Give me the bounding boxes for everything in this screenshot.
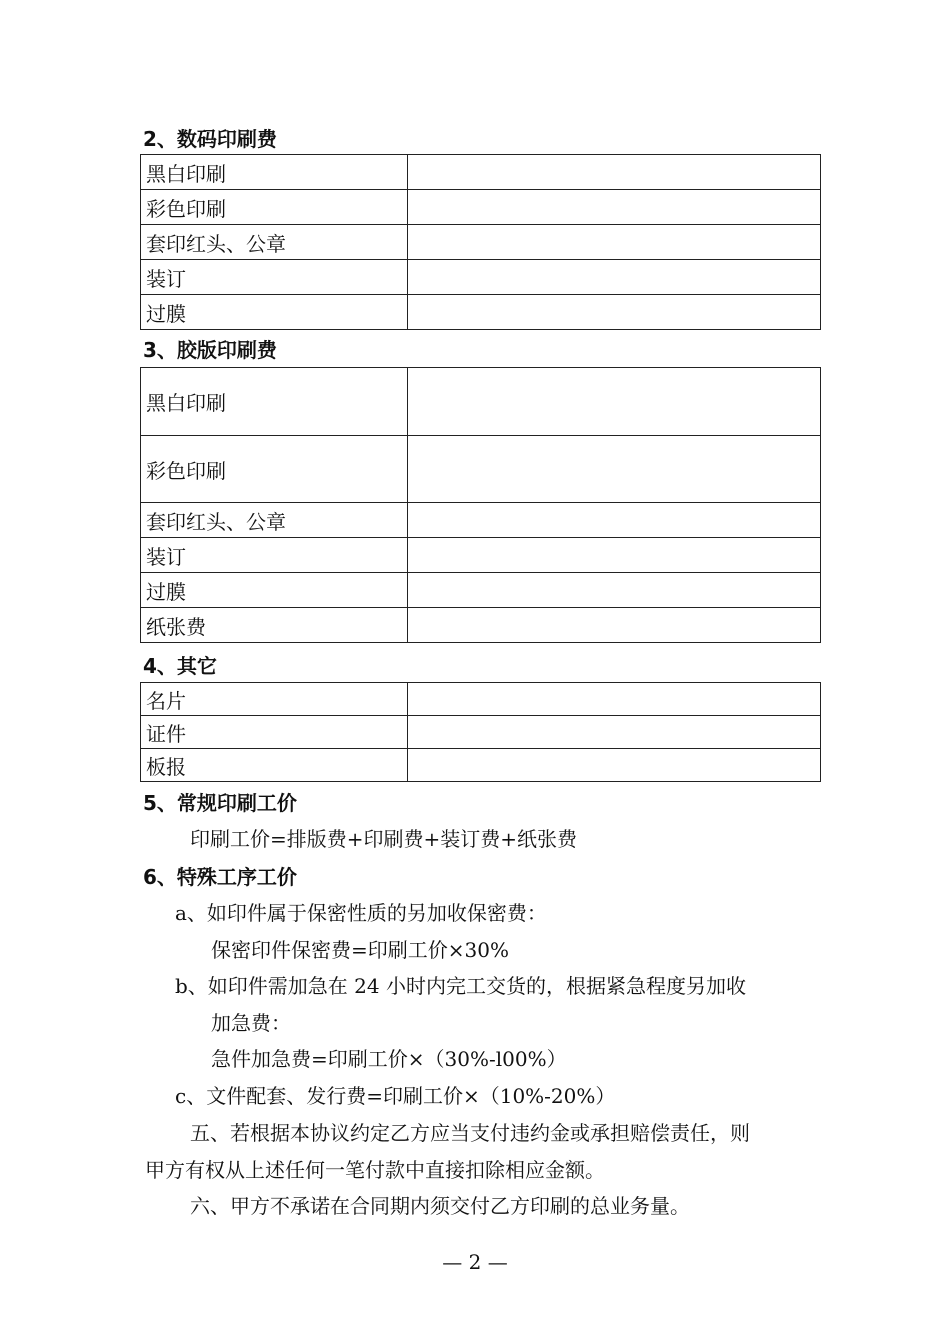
table-cell-label: 套印红头、公章 xyxy=(141,225,408,260)
regular-price-formula: 印刷工价=排版费+印刷费+装订费+纸张费 xyxy=(190,827,578,851)
clause-five-line1: 五、若根据本协议约定乙方应当支付违约金或承担赔偿责任，则 xyxy=(190,1121,750,1145)
table-cell-label: 装订 xyxy=(141,538,408,573)
table-cell-value xyxy=(408,260,821,295)
section-heading-offset: 3、胶版印刷费 xyxy=(143,338,277,362)
table-cell-label: 彩色印刷 xyxy=(141,190,408,225)
special-item-a-formula: 保密印件保密费=印刷工价×30% xyxy=(211,938,509,962)
table-cell-label: 过膜 xyxy=(141,573,408,608)
special-item-a: a、如印件属于保密性质的另加收保密费： xyxy=(175,901,547,925)
table-cell-value xyxy=(408,608,821,643)
table-cell-label: 名片 xyxy=(141,683,408,716)
clause-six: 六、甲方不承诺在合同期内须交付乙方印刷的总业务量。 xyxy=(190,1194,690,1218)
table-cell-value xyxy=(408,436,821,503)
other-items-table xyxy=(140,682,821,782)
table-cell-value xyxy=(408,368,821,436)
table-cell-label: 板报 xyxy=(141,749,408,782)
table-cell-value xyxy=(408,573,821,608)
special-item-c: c、文件配套、发行费=印刷工价×（10%-20%） xyxy=(175,1084,616,1108)
table-cell-label: 过膜 xyxy=(141,295,408,330)
table-cell-label: 装订 xyxy=(141,260,408,295)
special-item-b-formula: 急件加急费=印刷工价×（30%-l00%） xyxy=(211,1047,567,1071)
table-cell-value xyxy=(408,190,821,225)
offset-print-table xyxy=(140,367,821,643)
table-cell-value xyxy=(408,295,821,330)
table-cell-value xyxy=(408,503,821,538)
table-cell-value xyxy=(408,749,821,782)
special-item-b-cont: 加急费： xyxy=(211,1011,291,1035)
table-cell-label: 证件 xyxy=(141,716,408,749)
table-cell-label: 彩色印刷 xyxy=(141,436,408,503)
table-cell-value xyxy=(408,538,821,573)
section-heading-other: 4、其它 xyxy=(143,654,217,678)
table-cell-label: 套印红头、公章 xyxy=(141,503,408,538)
digital-print-table xyxy=(140,154,821,330)
section-heading-regular: 5、常规印刷工价 xyxy=(143,791,297,815)
table-cell-value xyxy=(408,716,821,749)
special-item-b: b、如印件需加急在 24 小时内完工交货的，根据紧急程度另加收 xyxy=(175,974,746,998)
table-cell-label: 纸张费 xyxy=(141,608,408,643)
table-cell-value xyxy=(408,683,821,716)
table-cell-value xyxy=(408,155,821,190)
section-heading-digital: 2、数码印刷费 xyxy=(143,127,277,151)
table-cell-value xyxy=(408,225,821,260)
table-cell-label: 黑白印刷 xyxy=(141,368,408,436)
section-heading-special: 6、特殊工序工价 xyxy=(143,865,297,889)
clause-five-line2: 甲方有权从上述任何一笔付款中直接扣除相应金额。 xyxy=(145,1158,605,1182)
table-cell-label: 黑白印刷 xyxy=(141,155,408,190)
page-number: — 2 — xyxy=(442,1250,508,1274)
